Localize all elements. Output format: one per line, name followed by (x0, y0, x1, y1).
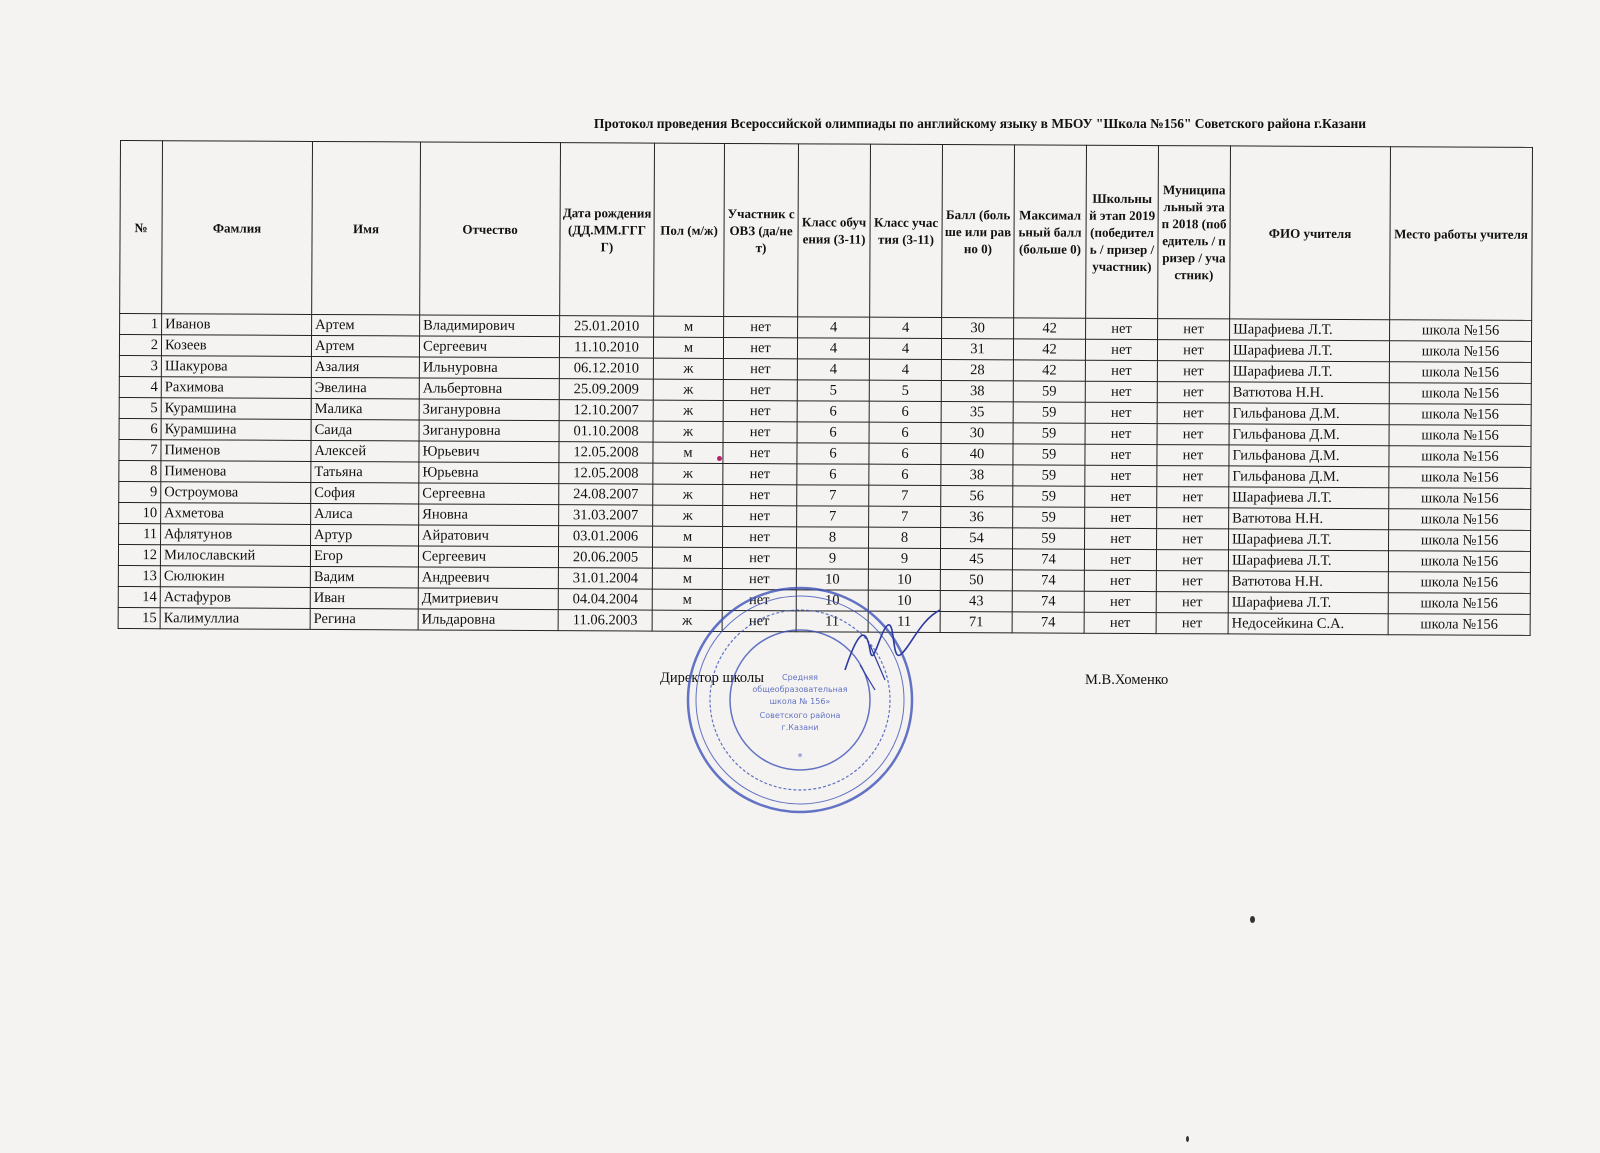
table-cell: 43 (940, 591, 1012, 612)
ink-speck (1186, 1136, 1189, 1142)
table-cell: нет (723, 505, 797, 526)
table-cell: 3 (119, 355, 161, 376)
table-cell: нет (1157, 382, 1229, 403)
table-cell: 8 (869, 527, 941, 548)
stamp-line: Советского района (759, 711, 841, 720)
table-cell: Сергеевич (419, 336, 559, 358)
table-cell: Егор (310, 545, 418, 567)
table-cell: Курамшина (161, 419, 311, 441)
table-cell: ж (652, 610, 722, 631)
table-cell: Шарафиева Л.Т. (1229, 340, 1389, 362)
table-cell: Пименов (161, 440, 311, 462)
table-cell: Ильнуровна (419, 357, 559, 379)
table-cell: Юрьевна (419, 462, 559, 484)
table-cell: 59 (1013, 444, 1085, 465)
table-cell: 71 (940, 612, 1012, 633)
table-cell: 06.12.2010 (559, 358, 653, 379)
table-cell: 5 (869, 380, 941, 401)
table-cell: Гильфанова Д.М. (1229, 466, 1389, 488)
table-cell: Козеев (161, 335, 311, 357)
table-cell: 6 (869, 422, 941, 443)
table-cell: Зигануровна (419, 420, 559, 442)
table-cell: 31.03.2007 (559, 505, 653, 526)
table-cell: нет (722, 568, 796, 589)
table-cell: 42 (1014, 318, 1086, 339)
table-cell: школа №156 (1389, 362, 1531, 384)
table-cell: 10 (868, 590, 940, 611)
table-cell: Шарафиева Л.Т. (1229, 529, 1389, 551)
table-cell: школа №156 (1389, 425, 1531, 447)
table-cell: нет (1085, 360, 1157, 381)
table-cell: Милославский (160, 545, 310, 567)
table-cell: Шарафиева Л.Т. (1230, 319, 1390, 341)
table-cell: 4 (119, 376, 161, 397)
table-cell: Андреевич (418, 567, 558, 589)
table-cell: нет (1084, 612, 1156, 633)
table-cell: Шарафиева Л.Т. (1229, 361, 1389, 383)
table-cell: Зигануровна (419, 399, 559, 421)
director-name: М.В.Хоменко (1085, 672, 1169, 688)
table-cell: нет (722, 589, 796, 610)
table-cell: Алиса (311, 503, 419, 525)
table-cell: 1 (120, 314, 162, 335)
table-cell: 59 (1013, 402, 1085, 423)
table-cell: 74 (1012, 549, 1084, 570)
table-cell: 14 (118, 586, 160, 607)
stamp-line: г.Казани (781, 723, 819, 732)
table-cell: м (653, 442, 723, 463)
column-header: Фамлия (162, 141, 313, 315)
ink-speck (1250, 916, 1255, 923)
table-cell: Недосейкина С.А. (1228, 613, 1388, 635)
table-cell: 6 (869, 401, 941, 422)
table-cell: 9 (796, 548, 868, 569)
table-cell: 6 (797, 422, 869, 443)
table-cell: 74 (1012, 591, 1084, 612)
table-cell: 9 (868, 548, 940, 569)
table-cell: 11 (119, 523, 161, 544)
table-cell: Рахимова (161, 377, 311, 399)
table-cell: 04.04.2004 (558, 589, 652, 610)
table-cell: Гильфанова Д.М. (1229, 424, 1389, 446)
table-cell: 31.01.2004 (558, 568, 652, 589)
table-cell: 8 (797, 527, 869, 548)
table-cell: Афлятунов (161, 524, 311, 546)
table-cell: нет (723, 337, 797, 358)
table-cell: 20.06.2005 (558, 547, 652, 568)
table-cell: Дмитриевич (418, 588, 558, 610)
table-cell: Курамшина (161, 398, 311, 420)
table-cell: нет (722, 610, 796, 631)
table-cell: 4 (797, 359, 869, 380)
table-cell: нет (723, 484, 797, 505)
table-cell: Ватютова Н.Н. (1229, 508, 1389, 530)
table-cell: 4 (870, 317, 942, 338)
table-cell: школа №156 (1389, 467, 1531, 489)
table-cell: нет (723, 400, 797, 421)
table-cell: м (653, 337, 723, 358)
table-cell: 5 (797, 380, 869, 401)
table-cell: Яновна (419, 504, 559, 526)
table-cell: 8 (119, 460, 161, 481)
table-cell: Сергеевна (419, 483, 559, 505)
table-cell: 28 (941, 360, 1013, 381)
table-cell: Шарафиева Л.Т. (1228, 550, 1388, 572)
table-cell: Регина (310, 608, 418, 630)
director-label: Директор школы (660, 670, 764, 686)
table-cell: Эвелина (311, 377, 419, 399)
table-cell: Гильфанова Д.М. (1229, 445, 1389, 467)
table-cell: м (652, 547, 722, 568)
column-header: ФИО учителя (1230, 146, 1391, 320)
table-cell: м (653, 526, 723, 547)
table-cell: София (311, 482, 419, 504)
table-cell: 59 (1013, 465, 1085, 486)
table-cell: 35 (941, 402, 1013, 423)
table-cell: 4 (869, 359, 941, 380)
table-cell: нет (1157, 445, 1229, 466)
table-cell: 50 (940, 570, 1012, 591)
table-cell: нет (1085, 423, 1157, 444)
table-cell: 40 (941, 444, 1013, 465)
table-cell: Азалия (311, 356, 419, 378)
table-cell: нет (1157, 487, 1229, 508)
table-cell: нет (1084, 570, 1156, 591)
table-cell: нет (1084, 549, 1156, 570)
table-cell: нет (1085, 381, 1157, 402)
column-header: Участник с ОВЗ (да/нет) (724, 143, 799, 316)
table-cell: Шакурова (161, 356, 311, 378)
table-cell: 45 (940, 549, 1012, 570)
table-cell: нет (1085, 339, 1157, 360)
table-cell: школа №156 (1388, 572, 1530, 594)
table-cell: Саида (311, 419, 419, 441)
table-cell: 15 (118, 607, 160, 628)
table-cell: ж (653, 505, 723, 526)
table-cell: Вадим (310, 566, 418, 588)
table-cell: Ахметова (161, 503, 311, 525)
table-cell: Иван (310, 587, 418, 609)
table-cell: 42 (1013, 339, 1085, 360)
table-cell: 6 (797, 401, 869, 422)
table-cell: 74 (1012, 570, 1084, 591)
table-cell: нет (723, 421, 797, 442)
table-cell: Шарафиева Л.Т. (1229, 487, 1389, 509)
table-cell: Юрьевич (419, 441, 559, 463)
table-cell: Пименова (161, 461, 311, 483)
table-cell: м (652, 589, 722, 610)
table-cell: Артем (312, 314, 420, 336)
table-cell: нет (723, 463, 797, 484)
table-cell: нет (1156, 550, 1228, 571)
table-cell: 36 (941, 507, 1013, 528)
table-cell: школа №156 (1388, 551, 1530, 573)
table-cell: 10 (119, 502, 161, 523)
table-cell: 30 (942, 318, 1014, 339)
table-cell: нет (1086, 318, 1158, 339)
table-cell: Сюлюкин (160, 566, 310, 588)
table-cell: нет (1085, 444, 1157, 465)
table-cell: нет (1085, 507, 1157, 528)
table-cell: 30 (941, 423, 1013, 444)
table-cell: нет (1085, 486, 1157, 507)
stamp-line: Средняя (782, 673, 818, 682)
table-cell: нет (1157, 466, 1229, 487)
table-cell: 10 (868, 569, 940, 590)
table-cell: 12.05.2008 (559, 463, 653, 484)
table-cell: 54 (941, 528, 1013, 549)
table-cell: 38 (941, 381, 1013, 402)
table-cell: Остроумова (161, 482, 311, 504)
table-cell: нет (1156, 613, 1228, 634)
table-cell: 56 (941, 486, 1013, 507)
table-cell: 7 (869, 485, 941, 506)
table-cell: Артем (311, 335, 419, 357)
table-cell: 7 (869, 506, 941, 527)
table-cell: 12.10.2007 (559, 400, 653, 421)
table-cell: нет (1085, 528, 1157, 549)
director-signature (840, 600, 950, 710)
table-cell: 01.10.2008 (559, 421, 653, 442)
table-cell: 6 (797, 464, 869, 485)
table-cell: 6 (797, 443, 869, 464)
table-cell: школа №156 (1390, 320, 1532, 342)
table-cell: нет (724, 316, 798, 337)
table-cell: нет (1157, 508, 1229, 529)
column-header: Пол (м/ж) (654, 143, 725, 316)
table-cell: 6 (119, 418, 161, 439)
table-cell: нет (1085, 402, 1157, 423)
table-cell: нет (1085, 465, 1157, 486)
column-header: № (120, 141, 163, 314)
stamp-line: общеобразовательная (752, 685, 848, 694)
column-header: Класс участия (3-11) (870, 144, 943, 317)
table-cell: 24.08.2007 (559, 484, 653, 505)
table-cell: 5 (119, 397, 161, 418)
table-cell: Иванов (162, 314, 312, 336)
table-cell: Альбертовна (419, 378, 559, 400)
table-cell: школа №156 (1389, 509, 1531, 531)
table-cell: 59 (1013, 381, 1085, 402)
table-cell: школа №156 (1389, 446, 1531, 468)
table-cell: 38 (941, 465, 1013, 486)
table-cell: ж (653, 421, 723, 442)
table-cell: Ватютова Н.Н. (1229, 382, 1389, 404)
table-cell: ж (653, 463, 723, 484)
table-cell: Артур (311, 524, 419, 546)
table-cell: 4 (798, 317, 870, 338)
table-cell: ж (653, 400, 723, 421)
table-cell: Астафуров (160, 587, 310, 609)
table-cell: школа №156 (1388, 593, 1530, 615)
table-cell: 6 (869, 443, 941, 464)
table-cell: 11.10.2010 (559, 337, 653, 358)
column-header: Место работы учителя (1390, 147, 1533, 321)
table-cell: Алексей (311, 440, 419, 462)
table-cell: нет (1158, 319, 1230, 340)
table-cell: школа №156 (1389, 404, 1531, 426)
table-cell: 7 (119, 439, 161, 460)
table-cell: м (654, 316, 724, 337)
table-cell: нет (1157, 403, 1229, 424)
table-cell: школа №156 (1388, 614, 1530, 636)
table-cell: нет (723, 379, 797, 400)
table-cell: Татьяна (311, 461, 419, 483)
table-cell: 4 (797, 338, 869, 359)
column-header: Отчество (420, 142, 561, 316)
table-cell: 25.01.2010 (560, 316, 654, 337)
column-header: Балл (больше или равно 0) (942, 145, 1015, 318)
table-cell: 4 (869, 338, 941, 359)
table-cell: ж (653, 358, 723, 379)
table-cell: 59 (1013, 423, 1085, 444)
table-cell: Сергеевич (418, 546, 558, 568)
table-cell: нет (723, 526, 797, 547)
table-cell: нет (723, 358, 797, 379)
table-cell: 31 (941, 339, 1013, 360)
table-cell: Владимирович (420, 315, 560, 337)
table-cell: школа №156 (1389, 341, 1531, 363)
table-cell: нет (1156, 592, 1228, 613)
column-header: Имя (312, 141, 421, 315)
table-cell: нет (722, 547, 796, 568)
table-cell: нет (723, 442, 797, 463)
table-cell: 12 (118, 544, 160, 565)
table-cell: школа №156 (1389, 383, 1531, 405)
table-cell: 42 (1013, 360, 1085, 381)
table-cell: 59 (1013, 486, 1085, 507)
table-cell: 03.01.2006 (559, 526, 653, 547)
column-header: Дата рождения (ДД.ММ.ГГГГ) (560, 143, 655, 316)
table-header-row (120, 141, 1533, 321)
olympiad-results-table (118, 140, 1533, 636)
table-cell: 12.05.2008 (559, 442, 653, 463)
column-header: Класс обучения (3-11) (798, 144, 871, 317)
table-cell: Калимуллиа (160, 608, 310, 630)
table-cell: Малика (311, 398, 419, 420)
table-cell: 10 (796, 590, 868, 611)
column-header: Муниципальный этап 2018 (победитель / призер / участник) (1158, 146, 1231, 319)
table-cell: Айратович (419, 525, 559, 547)
document-title: Протокол проведения Всероссийской олимпиады по английскому языку в МБОУ "Школа №156" Советского района г.Казани (593, 116, 1367, 131)
table-cell: 2 (119, 335, 161, 356)
table-cell: 59 (1013, 528, 1085, 549)
table-cell: школа №156 (1389, 530, 1531, 552)
column-header: Школьный этап 2019 (победитель / призер / участник) (1086, 145, 1159, 318)
column-header: Максимальный балл (больше 0) (1014, 145, 1087, 318)
table-cell: 11 (868, 611, 940, 632)
table-cell: школа №156 (1389, 488, 1531, 510)
table-cell: нет (1157, 424, 1229, 445)
table-cell: 13 (118, 565, 160, 586)
table-cell: 6 (869, 464, 941, 485)
table-cell: 10 (796, 569, 868, 590)
table-cell: 9 (119, 481, 161, 502)
table-cell: нет (1157, 529, 1229, 550)
table-cell: 7 (797, 506, 869, 527)
table-cell: 7 (797, 485, 869, 506)
svg-text:*: * (797, 752, 803, 763)
ink-speck (717, 456, 722, 461)
table-cell: нет (1157, 340, 1229, 361)
table-cell: 74 (1012, 612, 1084, 633)
table-cell: Ильдаровна (418, 609, 558, 631)
table-cell: Ватютова Н.Н. (1228, 571, 1388, 593)
table-cell: 11 (796, 611, 868, 632)
table-cell: 59 (1013, 507, 1085, 528)
table-cell: нет (1084, 591, 1156, 612)
table-cell: ж (653, 484, 723, 505)
table-cell: нет (1157, 361, 1229, 382)
stamp-line: школа № 156» (769, 697, 831, 706)
table-cell: 25.09.2009 (559, 379, 653, 400)
table-cell: Гильфанова Д.М. (1229, 403, 1389, 425)
table-cell: нет (1156, 571, 1228, 592)
table-cell: Шарафиева Л.Т. (1228, 592, 1388, 614)
table-cell: м (652, 568, 722, 589)
table-cell: ж (653, 379, 723, 400)
table-cell: 11.06.2003 (558, 610, 652, 631)
